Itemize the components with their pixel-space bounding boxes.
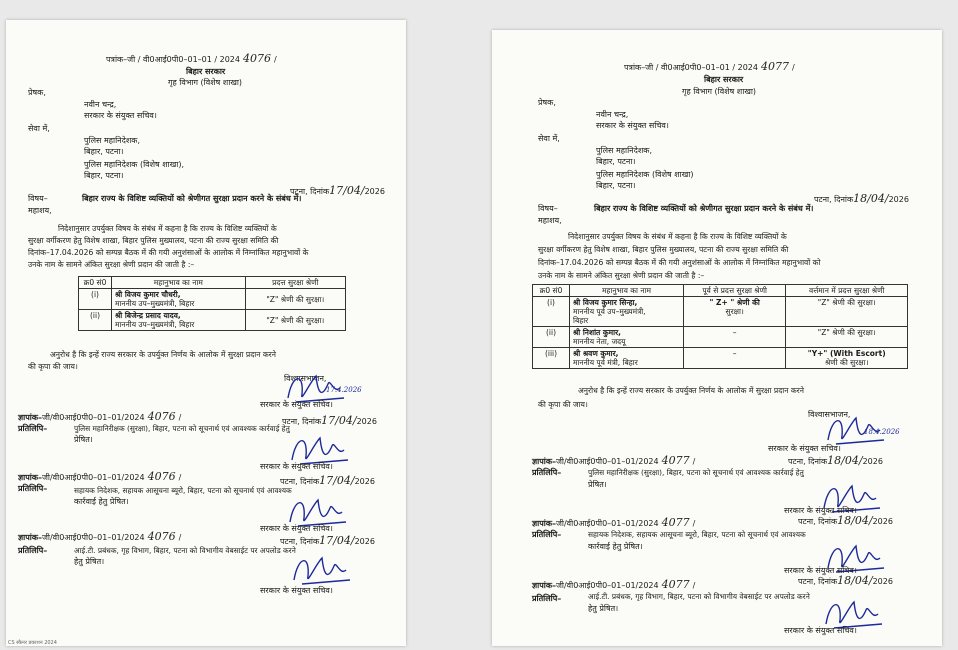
signature-icon	[288, 546, 372, 590]
copy-3-text: आई.टी. प्रबंधक, गृह विभाग, बिहार, पटना को विभागीय वेबसाईट पर अपलोड करने	[74, 546, 296, 555]
table-cell: "Z" श्रेणी की सुरक्षा।	[786, 327, 908, 348]
copy-2-text-2: कार्रवाई हेतु प्रेषित।	[588, 542, 643, 551]
letter-ref: पत्रांक–जी / वी0आई0पी0–01–01 / 2024 4077 /	[624, 60, 795, 73]
recipient-2: पुलिस महानिदेशक (विशेष शाखा)	[596, 170, 694, 179]
signature-date: 18.4.2026	[864, 428, 900, 436]
body-line-2: सुरक्षा वर्गीकरण हेतु विशेष शाखा, बिहार पुलिस मुख्यालय, पटना की राज्य सुरक्षा समिति की	[538, 245, 789, 254]
copy-2-signatory: सरकार के संयुक्त सचिव।	[784, 566, 857, 575]
letter-date: पटना, दिनांक18/04/2026	[814, 192, 909, 205]
copy-1-signatory: सरकार के संयुक्त सचिव।	[260, 462, 333, 471]
request-line-2: की कृपा की जाय।	[28, 362, 78, 371]
sender-title: सरकार के संयुक्त सचिव।	[84, 111, 157, 120]
copy-3-ref: ज्ञापांक–जी/वी0आई0पी0–01–01/2024 4077 /	[532, 578, 696, 591]
security-table	[532, 284, 908, 369]
table-cell: श्री विजय कुमार सिन्हा, माननीय पूर्व उप–मुख्यमंत्री, बिहार	[570, 297, 684, 327]
copy-3-date: पटना, दिनांक18/04/2026	[798, 574, 893, 587]
table-header-row	[533, 285, 908, 297]
subject: बिहार राज्य के विशिष्ट व्यक्तियों को श्रेणीगत सुरक्षा प्रदान करने के संबंध में।	[82, 194, 302, 203]
copy-1-text: पुलिस महानिरीक्षक (सुरक्षा), बिहार, पटना को सूचनार्थ एवं आवश्यक कार्रवाई हेतु	[74, 424, 290, 433]
sender-label: प्रेषक,	[538, 98, 556, 107]
body-line-3: दिनांक–17.04.2026 को सम्पन्न बैठक में की गयी अनुशंसाओं के आलोक में निम्नांकित महानुभावों को	[538, 258, 821, 267]
table-cell: (i)	[79, 289, 112, 310]
signatory: सरकार के संयुक्त सचिव।	[768, 444, 841, 453]
copy-1-date: पटना, दिनांक17/04/2026	[282, 414, 377, 427]
copy-1-text: पुलिस महानिरीक्षक (सुरक्षा), बिहार, पटना को सूचनार्थ एवं आवश्यक कार्रवाई हेतु	[588, 468, 804, 477]
body-line-4: उनके नाम के सामने अंकित सुरक्षा श्रेणी प्रदान की जाती है :–	[28, 260, 195, 269]
table-cell: –	[683, 327, 786, 348]
copy-1-text-2: प्रेषित।	[74, 435, 93, 444]
table-header-row	[79, 277, 346, 289]
table-cell: (ii)	[79, 310, 112, 331]
table-cell: " Z+ " श्रेणी की सुरक्षा।	[683, 297, 786, 327]
request-line-2: की कृपा की जाय।	[538, 400, 588, 409]
letter-date: पटना, दिनांक17/04/2026	[290, 184, 385, 197]
copy-2-ref: ज्ञापांक–जी/वी0आई0पी0–01–01/2024 4077 /	[532, 516, 696, 529]
copy-1-cc-label: प्रतिलिपि–	[532, 468, 562, 477]
recipient-1: पुलिस महानिदेशक,	[84, 136, 140, 145]
table-header: प्रदत्त सुरक्षा श्रेणी	[245, 277, 345, 289]
recipient-1: पुलिस महानिदेशक,	[596, 146, 652, 155]
copy-1-date: पटना, दिनांक18/04/2026	[788, 454, 883, 467]
table-header: पूर्व से प्रदत्त सुरक्षा श्रेणी	[683, 285, 786, 297]
copy-1-ref: ज्ञापांक–जी/वी0आई0पी0–01–01/2024 4076 /	[18, 410, 182, 423]
copy-2-text: सहायक निदेशक, सहायक आसूचना ब्यूरो, बिहार, पटना को सूचनार्थ एवं आवश्यक	[588, 530, 806, 539]
sender-label: प्रेषक,	[28, 88, 46, 97]
copy-3-ref: ज्ञापांक–जी/वी0आई0पी0–01–01/2024 4076 /	[18, 530, 182, 543]
gov-name: बिहार सरकार	[704, 75, 744, 84]
copy-2-text-2: कार्रवाई हेतु प्रेषित।	[74, 497, 129, 506]
table-cell: "Z" श्रेणी की सुरक्षा।	[245, 310, 345, 331]
signatory: सरकार के संयुक्त सचिव।	[260, 400, 333, 409]
sender-title: सरकार के संयुक्त सचिव।	[596, 121, 669, 130]
copy-3-text: आई.टी. प्रबंधक, गृह विभाग, बिहार, पटना को विभागीय वेबसाईट पर अपलोड करने	[588, 592, 810, 601]
copy-3-signatory: सरकार के संयुक्त सचिव।	[784, 626, 857, 635]
copy-2-text: सहायक निदेशक, सहायक आसूचना ब्यूरो, बिहार, पटना को सूचनार्थ एवं आवश्यक	[74, 486, 292, 495]
table-cell: "Z" श्रेणी की सुरक्षा।	[245, 289, 345, 310]
copy-1-text-2: प्रेषित।	[588, 480, 607, 489]
request-line-1: अनुरोध है कि इन्हें राज्य सरकार के उपर्युक्त निर्णय के आलोक में सुरक्षा प्रदान करने	[50, 350, 276, 359]
body-line-1: निदेशानुसार उपर्युक्त विषय के संबंध में कहना है कि राज्य के विशिष्ट व्यक्तियों के	[58, 224, 277, 233]
table-cell: "Z" श्रेणी की सुरक्षा।	[786, 297, 908, 327]
table-row	[533, 297, 908, 327]
copy-3-cc-label: प्रतिलिपि–	[18, 546, 48, 555]
letter-page-left	[6, 20, 406, 646]
table-cell: (ii)	[533, 327, 570, 348]
scanner-footer: CS स्कैनर प्रकाशन 2024	[8, 640, 57, 646]
security-table	[78, 276, 346, 331]
copy-2-date: पटना, दिनांक17/04/2026	[280, 474, 375, 487]
copy-1-cc-label: प्रतिलिपि–	[18, 424, 48, 433]
faithfully: विश्वासभाजन,	[808, 410, 851, 419]
dept-name: गृह विभाग (विशेष शाखा)	[682, 87, 757, 96]
to-label: सेवा में,	[538, 134, 560, 143]
table-cell: –	[683, 348, 786, 369]
body-line-1: निदेशानुसार उपर्युक्त विषय के संबंध में कहना है कि राज्य के विशिष्ट व्यक्तियों के	[568, 232, 787, 241]
table-header: महानुभाव का नाम	[570, 285, 684, 297]
request-line-1: अनुरोध है कि इन्हें राज्य सरकार के उपर्युक्त निर्णय के आलोक में सुरक्षा प्रदान करने	[578, 386, 804, 395]
recipient-2-place: बिहार, पटना।	[596, 181, 636, 190]
table-cell: श्री विजय कुमार चौधरी, माननीय उप–मुख्यमंत्री, बिहार	[112, 289, 246, 310]
sender-name: नवीन चन्द्र,	[596, 110, 629, 119]
subject-label: विषय–	[28, 194, 48, 203]
recipient-2-place: बिहार, पटना।	[84, 171, 124, 180]
gov-name: बिहार सरकार	[186, 67, 226, 76]
copy-3-signatory: सरकार के संयुक्त सचिव।	[260, 586, 333, 595]
table-row	[79, 289, 346, 310]
table-cell: श्री निशांत कुमार, माननीय नेता, जदयू	[570, 327, 684, 348]
salutation: महाशय,	[28, 206, 52, 215]
copy-2-cc-label: प्रतिलिपि–	[18, 484, 48, 493]
copy-2-signatory: सरकार के संयुक्त सचिव।	[260, 524, 333, 533]
copy-3-cc-label: प्रतिलिपि–	[532, 594, 562, 603]
signature-date: 17.4.2026	[326, 386, 362, 394]
copy-2-cc-label: प्रतिलिपि–	[532, 530, 562, 539]
table-header: महानुभाव का नाम	[112, 277, 246, 289]
subject-label: विषय–	[538, 204, 558, 213]
body-line-4: उनके नाम के सामने अंकित सुरक्षा श्रेणी प्रदान की जाती है :–	[538, 271, 705, 280]
copy-2-ref: ज्ञापांक–जी/वी0आई0पी0–01–01/2024 4076 /	[18, 470, 182, 483]
letter-page-right	[492, 30, 942, 646]
sender-name: नवीन चन्द्र,	[84, 100, 117, 109]
to-label: सेवा में,	[28, 124, 50, 133]
table-row	[79, 310, 346, 331]
subject: बिहार राज्य के विशिष्ट व्यक्तियों को श्रेणीगत सुरक्षा प्रदान करने के संबंध में।	[594, 204, 814, 213]
letter-ref: पत्रांक–जी / वी0आई0पी0–01–01 / 2024 4076 /	[106, 52, 277, 65]
recipient-1-place: बिहार, पटना।	[596, 157, 636, 166]
table-cell: श्री बिजेन्द्र प्रसाद यादव, माननीय उप–मुख्यमंत्री, बिहार	[112, 310, 246, 331]
salutation: महाशय,	[538, 216, 562, 225]
table-row	[533, 348, 908, 369]
copy-3-text-2: हेतु प्रेषित।	[74, 557, 105, 566]
copy-1-ref: ज्ञापांक–जी/वी0आई0पी0–01–01/2024 4077 /	[532, 454, 696, 467]
table-cell: श्री श्रवण कुमार, माननीय पूर्व मंत्री, बिहार	[570, 348, 684, 369]
table-header: वर्त्तमान में प्रदत्त सुरक्षा श्रेणी	[786, 285, 908, 297]
dept-name: गृह विभाग (विशेष शाखा)	[168, 78, 243, 87]
table-header: क्र0 सं0	[79, 277, 112, 289]
table-row	[533, 327, 908, 348]
copy-3-text-2: हेतु प्रेषित।	[588, 604, 619, 613]
table-cell: (i)	[533, 297, 570, 327]
copy-3-date: पटना, दिनांक17/04/2026	[280, 534, 375, 547]
body-line-2: सुरक्षा वर्गीकरण हेतु विशेष शाखा, बिहार पुलिस मुख्यालय, पटना की राज्य सुरक्षा समिति की	[28, 236, 279, 245]
copy-2-date: पटना, दिनांक18/04/2026	[798, 514, 893, 527]
table-cell: (iii)	[533, 348, 570, 369]
body-line-3: दिनांक–17.04.2026 को सम्पन्न बैठक में की गयी अनुशंसाओं के आलोक में निम्नांकित महानुभावों के	[28, 248, 309, 257]
recipient-2: पुलिस महानिदेशक (विशेष शाखा),	[84, 160, 185, 169]
copy-1-signatory: सरकार के संयुक्त सचिव।	[784, 506, 857, 515]
table-header: क्र0 सं0	[533, 285, 570, 297]
table-cell: "Y+" (With Escort) श्रेणी की सुरक्षा।	[786, 348, 908, 369]
faithfully: विश्वासभाजन,	[284, 374, 327, 383]
recipient-1-place: बिहार, पटना।	[84, 147, 124, 156]
